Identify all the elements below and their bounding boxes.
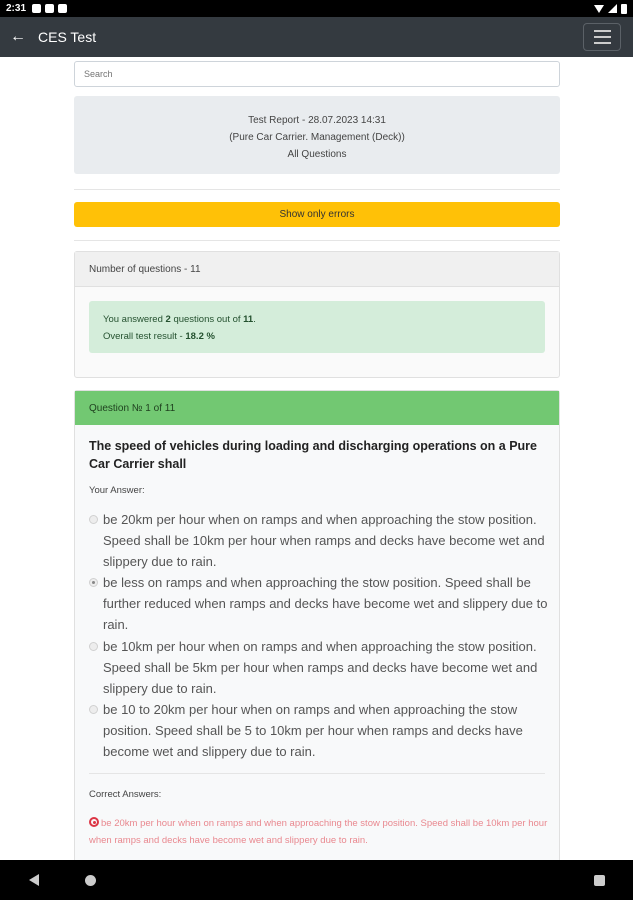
divider	[89, 773, 545, 774]
main-content	[0, 57, 633, 860]
radio-button[interactable]	[89, 642, 98, 651]
correct-answer-text: be 20km per hour when on ramps and when approaching the stow position. Speed shall be 10km per hour when ramps and decks have become wet and slippery due to rain.	[89, 818, 548, 846]
report-scope: All Questions	[287, 149, 347, 160]
questions-count-header: Number of questions - 11	[75, 252, 559, 287]
report-title: Test Report - 28.07.2023 14:31	[248, 115, 386, 126]
menu-button[interactable]	[583, 23, 621, 51]
radio-button[interactable]	[89, 705, 98, 714]
system-nav-bar	[0, 860, 633, 900]
app-bar	[0, 17, 633, 57]
correct-answers-label: Correct Answers:	[89, 789, 162, 800]
result-value: 18.2 %	[185, 331, 215, 342]
answer-option-4[interactable]	[89, 699, 549, 762]
signal-icon	[608, 4, 617, 13]
notification-icon	[32, 4, 41, 13]
report-subject: (Pure Car Carrier. Management (Deck))	[229, 132, 405, 143]
answer-option-3[interactable]	[89, 636, 549, 699]
answered-line: You answered 2 questions out of 11.	[103, 314, 256, 325]
correct-answer	[89, 815, 549, 849]
divider	[74, 240, 560, 241]
target-icon	[89, 817, 99, 827]
question-header: Question № 1 of 11	[75, 391, 559, 425]
hamburger-icon	[594, 30, 611, 32]
answer-option-2[interactable]	[89, 572, 549, 635]
battery-icon	[621, 4, 627, 14]
app-title: CES Test	[38, 29, 97, 45]
status-bar	[0, 0, 633, 17]
download-icon	[58, 4, 67, 13]
radio-button[interactable]	[89, 515, 98, 524]
answer-option-text: be 10km per hour when on ramps and when approaching the stow position. Speed shall be 5km per hour when ramps and decks have become wet and slippery due to rain.	[103, 639, 538, 696]
your-answer-label: Your Answer:	[89, 485, 145, 496]
search-input[interactable]	[74, 61, 560, 87]
app-notification-icon	[45, 4, 54, 13]
answer-option-1[interactable]	[89, 509, 549, 572]
answered-count: 2	[165, 314, 171, 325]
status-time: 2:31	[6, 3, 27, 14]
nav-recents-icon[interactable]	[594, 875, 605, 886]
radio-button-selected[interactable]	[89, 578, 98, 587]
back-button[interactable]	[2, 17, 34, 57]
total-count: 11	[243, 314, 254, 325]
question-card	[74, 390, 560, 860]
nav-home-icon[interactable]	[85, 875, 96, 886]
result-alert	[89, 301, 545, 353]
stats-card	[74, 251, 560, 378]
result-line: Overall test result - 18.2 %	[103, 331, 215, 342]
question-text: The speed of vehicles during loading and discharging operations on a Pure Car Carrier shall	[89, 439, 537, 471]
test-report-box	[74, 96, 560, 174]
nav-back-icon[interactable]	[29, 874, 39, 886]
divider	[74, 189, 560, 190]
answer-option-text: be 20km per hour when on ramps and when approaching the stow position. Speed shall be 10km per hour when ramps and decks have become wet and slippery due to rain.	[103, 512, 545, 569]
show-only-errors-button[interactable]: Show only errors	[74, 202, 560, 227]
arrow-left-icon: ←	[10, 28, 26, 45]
answer-option-text: be less on ramps and when approaching the stow position. Speed shall be further reduced when ramps and decks have become wet and slippery due to rain.	[103, 575, 548, 632]
answer-option-text: be 10 to 20km per hour when on ramps and when approaching the stow position. Speed shall be 5 to 10km per hour when ramps and decks have become wet and slippery due to rain.	[103, 702, 523, 759]
wifi-icon	[594, 5, 604, 13]
